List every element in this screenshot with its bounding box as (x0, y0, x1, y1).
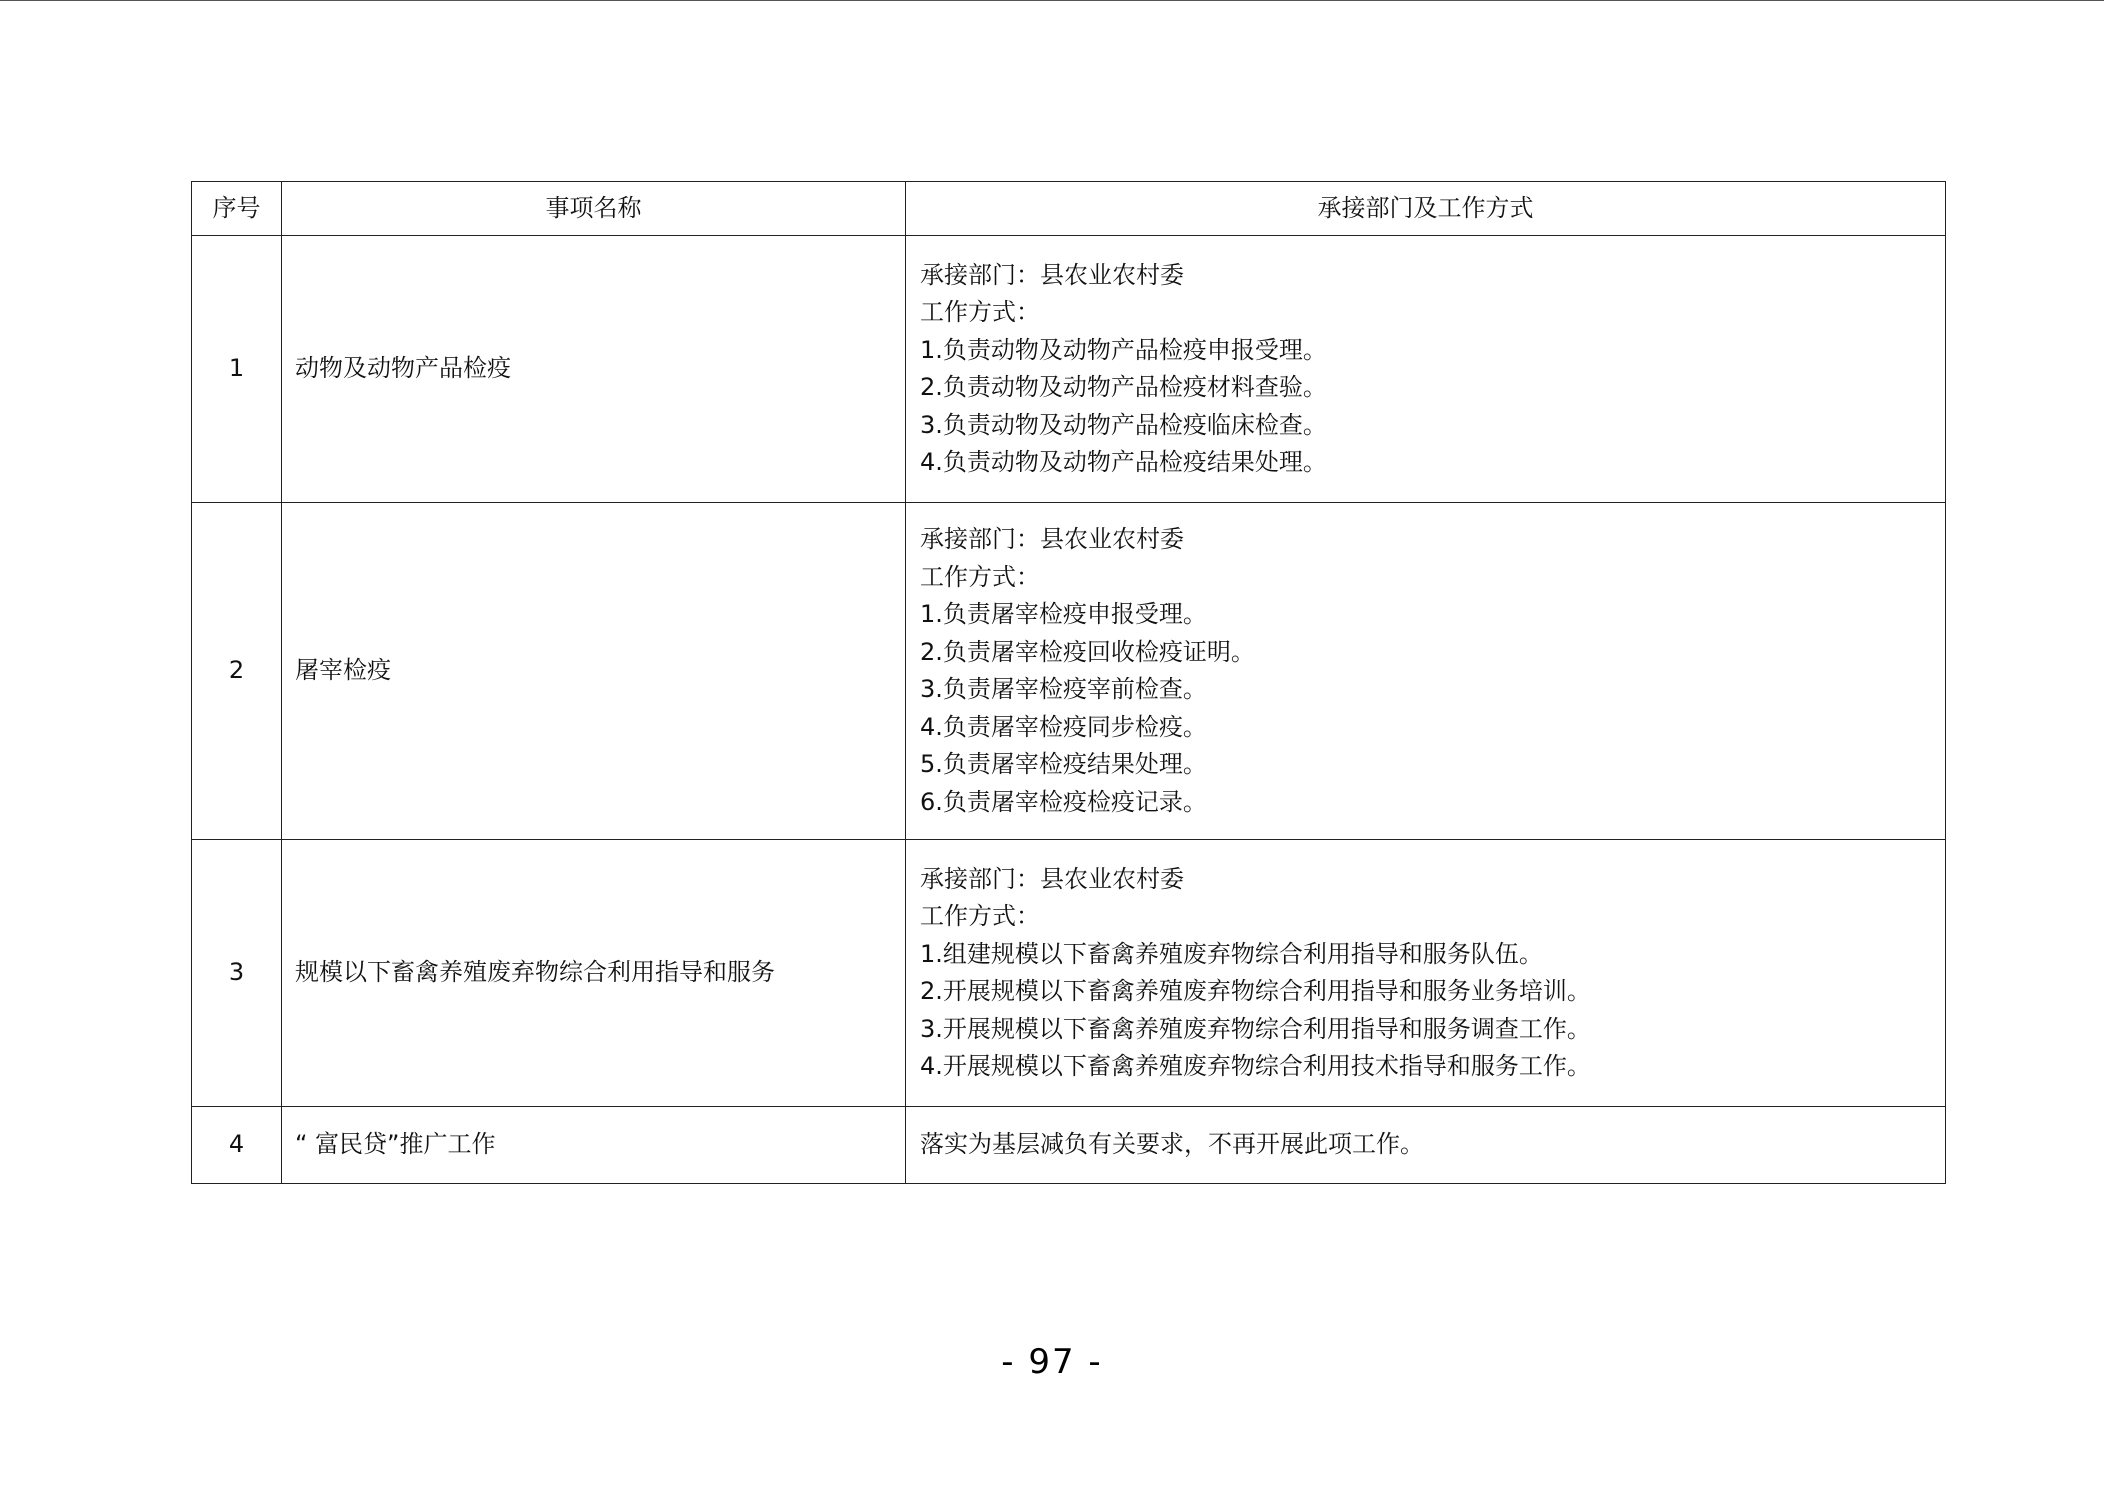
dept-line: 承接部门：县农业农村委 (920, 525, 1184, 553)
row-seq: 1 (192, 236, 282, 503)
row-seq: 3 (192, 840, 282, 1107)
dept-line: 承接部门：县农业农村委 (920, 864, 1184, 893)
table-row (192, 1107, 1946, 1184)
row-dept (906, 1107, 1946, 1184)
row-name: 动物及动物产品检疫 (282, 236, 906, 503)
dept-line: 5.负责屠宰检疫结果处理。 (920, 750, 1207, 778)
dept-line: 6.负责屠宰检疫检疫记录。 (920, 787, 1207, 816)
dept-line: 2.负责动物及动物产品检疫材料查验。 (920, 373, 1327, 401)
row-seq: 4 (192, 1107, 282, 1184)
header-dept: 承接部门及工作方式 (906, 182, 1946, 236)
table-row (192, 236, 1946, 503)
dept-line: 1.负责屠宰检疫申报受理。 (920, 600, 1207, 628)
dept-line: 4.负责屠宰检疫同步检疫。 (920, 712, 1207, 741)
dept-line: 1.负责动物及动物产品检疫申报受理。 (920, 335, 1327, 364)
matters-table (191, 181, 1946, 1184)
row-name: 规模以下畜禽养殖废弃物综合利用指导和服务 (282, 840, 906, 1107)
dept-line: 3.负责动物及动物产品检疫临床检查。 (920, 410, 1327, 439)
page-number: - 97 - (1001, 1342, 1103, 1382)
dept-line: 落实为基层减负有关要求，不再开展此项工作。 (920, 1130, 1424, 1159)
table-row (192, 503, 1946, 840)
row-dept (906, 236, 1946, 503)
dept-line: 2.开展规模以下畜禽养殖废弃物综合利用指导和服务业务培训。 (920, 977, 1591, 1005)
row-dept (906, 503, 1946, 840)
row-name: “ 富民贷”推广工作 (282, 1107, 906, 1184)
row-seq: 2 (192, 503, 282, 840)
dept-line: 3.开展规模以下畜禽养殖废弃物综合利用指导和服务调查工作。 (920, 1014, 1591, 1043)
table-header-row (192, 182, 1946, 236)
dept-line: 2.负责屠宰检疫回收检疫证明。 (920, 637, 1255, 666)
dept-line: 工作方式： (920, 902, 1040, 930)
header-name: 事项名称 (282, 182, 906, 236)
header-seq: 序号 (192, 182, 282, 236)
table-row (192, 840, 1946, 1107)
dept-line: 工作方式： (920, 562, 1040, 591)
dept-line: 1.组建规模以下畜禽养殖废弃物综合利用指导和服务队伍。 (920, 939, 1543, 968)
row-dept (906, 840, 1946, 1107)
row-name: 屠宰检疫 (282, 503, 906, 840)
dept-line: 3.负责屠宰检疫宰前检查。 (920, 675, 1207, 703)
top-border-line (0, 0, 2104, 1)
dept-line: 4.开展规模以下畜禽养殖废弃物综合利用技术指导和服务工作。 (920, 1052, 1591, 1080)
dept-line: 工作方式： (920, 298, 1040, 326)
dept-line: 承接部门：县农业农村委 (920, 260, 1184, 289)
dept-line: 4.负责动物及动物产品检疫结果处理。 (920, 448, 1327, 476)
